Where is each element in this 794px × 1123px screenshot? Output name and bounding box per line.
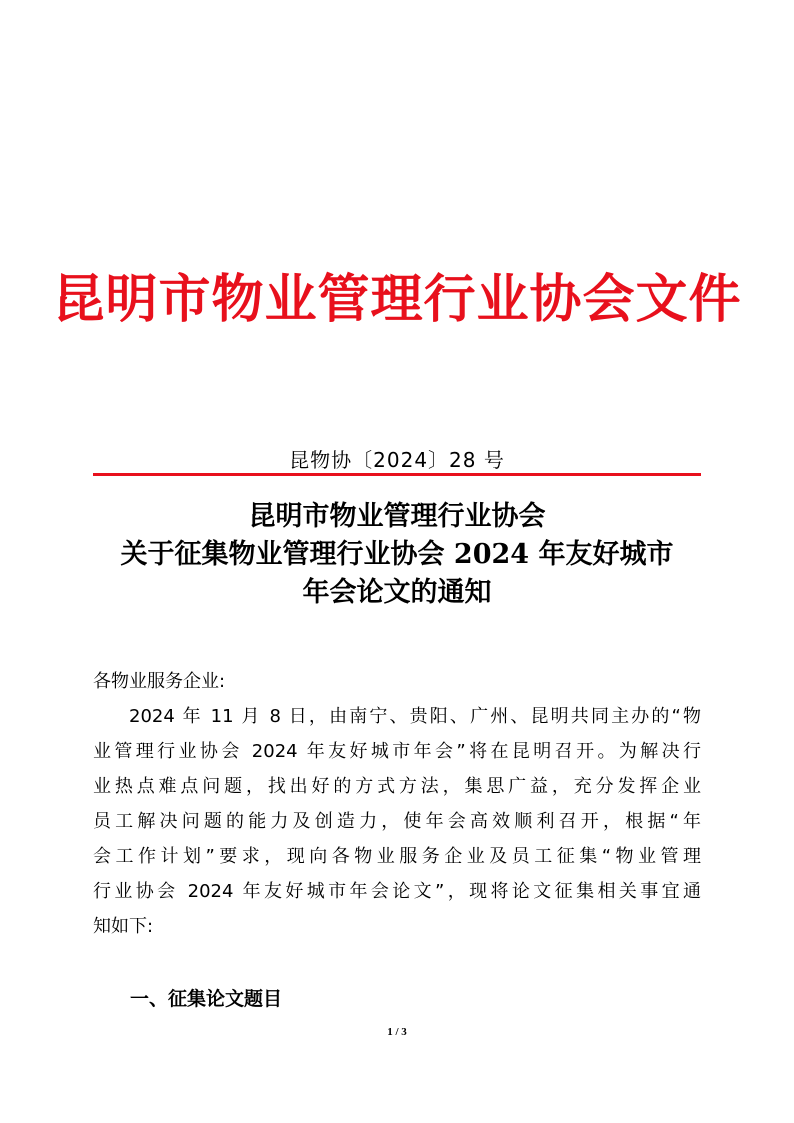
notice-title <box>60 498 734 612</box>
notice-title-line: 昆明市物业管理行业协会 <box>248 501 546 532</box>
paragraph-line: 2024 年 11 月 8 日，由南宁、贵阳、广州、昆明共同主办的“物 <box>129 706 701 727</box>
notice-title-line: 关于征集物业管理行业协会 2024 年友好城市 <box>120 539 674 570</box>
notice-body <box>93 664 701 944</box>
document-number: 昆物协〔2024〕28 号 <box>289 448 505 472</box>
paragraph-line: 知如下: <box>93 916 154 937</box>
paragraph-line: 业管理行业协会 2024 年友好城市年会”将在昆明召开。为解决行 <box>93 741 701 762</box>
red-separator-line <box>93 473 701 476</box>
salutation: 各物业服务企业: <box>93 671 226 692</box>
body-paragraph <box>93 699 701 944</box>
paragraph-line: 业热点难点问题，找出好的方式方法，集思广益，充分发挥企业 <box>93 776 701 797</box>
page-number: 1 / 3 <box>387 1026 407 1038</box>
paragraph-line: 行业协会 2024 年友好城市年会论文”，现将论文征集相关事宜通 <box>93 881 701 902</box>
paragraph-line: 员工解决问题的能力及创造力，使年会高效顺利召开，根据“年 <box>93 811 701 832</box>
section-heading: 一、征集论文题目 <box>130 988 283 1010</box>
organization-header-title: 昆明市物业管理行业协会文件 <box>52 269 742 330</box>
paragraph-line: 会工作计划”要求，现向各物业服务企业及员工征集“物业管理 <box>93 846 701 867</box>
notice-title-line: 年会论文的通知 <box>302 577 492 608</box>
